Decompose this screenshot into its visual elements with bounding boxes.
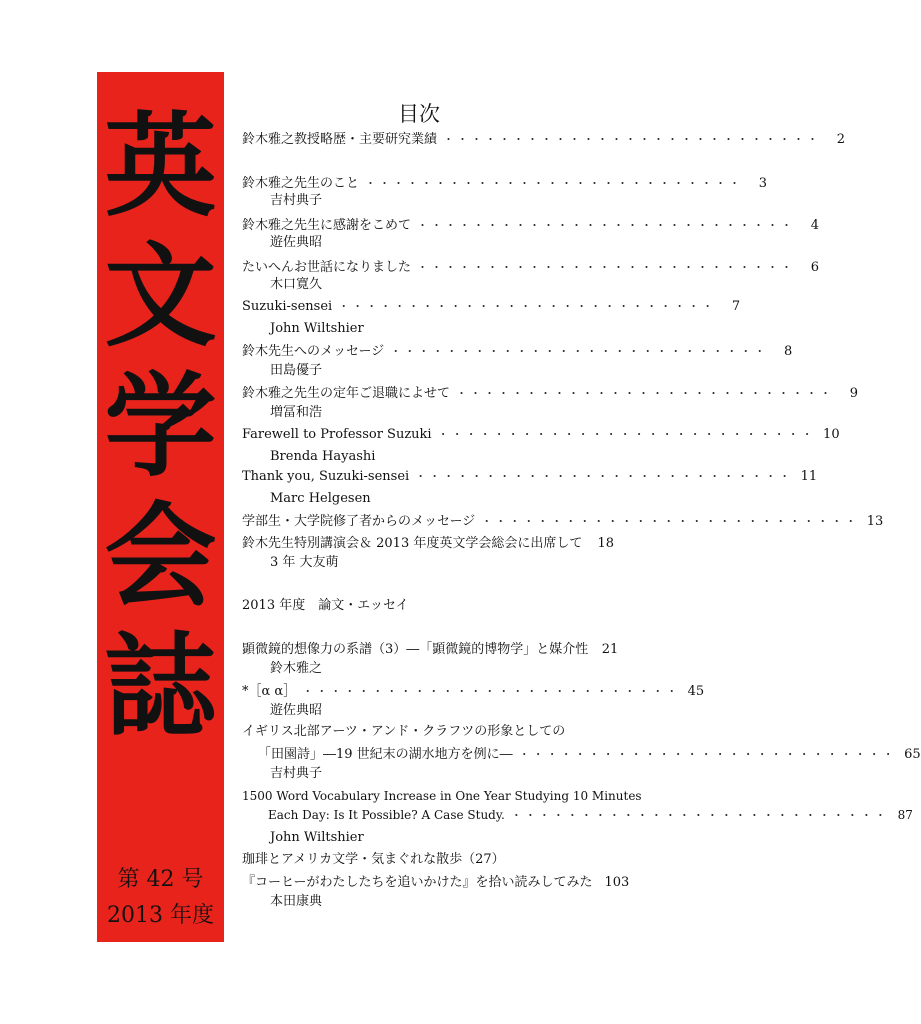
leader-dots: ・・・・・・・・・・・・・・・・・・・・・・・・・・・ — [417, 261, 796, 274]
entry-title: 顕微鏡的想像力の系譜（3）―「顕微鏡的博物学」と媒介性 — [242, 642, 589, 657]
cover-band — [97, 72, 224, 942]
page-number: 9 — [849, 386, 859, 401]
entry-title: 鈴木雅之先生の定年ご退職によせて — [242, 386, 451, 401]
toc-entry — [242, 128, 846, 148]
entry-author: 増冨和浩 — [270, 405, 323, 420]
entry-author: 木口寛久 — [270, 277, 323, 292]
entry-title: たいへんお世話になりました — [242, 260, 412, 275]
entry-author: 吉村典子 — [270, 193, 323, 208]
page-number: 2 — [836, 132, 846, 147]
leader-dots: ・・・・・・・・・・・・・・・・・・・・・・・・・・・ — [338, 300, 717, 313]
toc-entry — [242, 638, 619, 658]
title-char: 誌 — [104, 621, 217, 752]
page-number: 8 — [783, 344, 793, 359]
entry-author: Marc Helgesen — [270, 491, 371, 506]
page-number: 87 — [897, 808, 913, 822]
entry-title-continued: 「田園詩」―19 世紀末の湖水地方を例に― — [258, 747, 513, 762]
issue-number: 第 42 号 — [117, 867, 204, 892]
entry-title-continued: 『コーヒーがわたしたちを追いかけた』を拾い読みしてみた — [242, 875, 593, 890]
page-number: 11 — [800, 469, 818, 484]
entry-author: 田島優子 — [270, 363, 323, 378]
entry-author: John Wiltshier — [270, 321, 364, 336]
leader-dots: ・・・・・・・・・・・・・・・・・・・・・・・・・・・ — [456, 387, 835, 400]
leader-dots: ・・・・・・・・・・・・・・・・・・・・・・・・・・・ — [302, 685, 681, 698]
toc-entry — [242, 340, 793, 360]
title-char: 学 — [104, 361, 217, 492]
journal-title — [97, 102, 224, 752]
entry-title: 珈琲とアメリカ文学・気まぐれな散歩（27） — [242, 852, 505, 867]
leader-dots: ・・・・・・・・・・・・・・・・・・・・・・・・・・・ — [390, 345, 769, 358]
page-number: 3 — [758, 176, 768, 191]
entry-author: 本田康典 — [270, 894, 323, 909]
page-number: 18 — [597, 536, 614, 551]
page-number: 45 — [687, 684, 705, 699]
page-number: 4 — [810, 218, 820, 233]
page-number: 6 — [810, 260, 820, 275]
entry-author: John Wiltshier — [270, 830, 364, 845]
entry-title: *［α α］ — [242, 684, 297, 699]
page-number: 21 — [601, 642, 619, 657]
toc-entry — [242, 172, 768, 192]
entry-title: Suzuki-sensei — [242, 299, 333, 314]
leader-dots: ・・・・・・・・・・・・・・・・・・・・・・・・・・・ — [437, 428, 816, 441]
entry-title: Farewell to Professor Suzuki — [242, 427, 432, 442]
entry-title: 鈴木雅之教授略歴・主要研究業績 — [242, 132, 438, 147]
page-number: 7 — [731, 299, 741, 314]
toc-entry — [242, 214, 820, 234]
entry-title: 鈴木雅之先生のこと — [242, 176, 360, 191]
page-number: 10 — [823, 427, 840, 442]
toc-entry — [242, 510, 884, 530]
entry-title: イギリス北部アーツ・アンド・クラフツの形象としての — [242, 724, 566, 739]
leader-dots: ・・・・・・・・・・・・・・・・・・・・・・・・・・・ — [481, 515, 860, 528]
issue-year: 2013 年度 — [107, 903, 214, 928]
toc-entry — [242, 680, 705, 700]
page-number: 65 — [904, 747, 921, 762]
toc-heading: 目次 — [398, 102, 440, 126]
entry-title: 鈴木先生特別講演会＆ 2013 年度英文学会総会に出席して — [242, 536, 583, 551]
leader-dots: ・・・・・・・・・・・・・・・・・・・・・・・・・・・ — [510, 809, 889, 822]
entry-title: 鈴木雅之先生に感謝をこめて — [242, 218, 412, 233]
page-number: 103 — [604, 875, 630, 890]
entry-title: Thank you, Suzuki-sensei — [242, 469, 410, 484]
entry-author: 鈴木雅之 — [270, 661, 323, 676]
leader-dots: ・・・・・・・・・・・・・・・・・・・・・・・・・・・ — [365, 177, 744, 190]
leader-dots: ・・・・・・・・・・・・・・・・・・・・・・・・・・・ — [518, 748, 897, 761]
leader-dots: ・・・・・・・・・・・・・・・・・・・・・・・・・・・ — [417, 219, 796, 232]
title-char: 会 — [104, 491, 217, 622]
toc-entry — [258, 743, 921, 763]
entry-author: 3 年 大友萌 — [270, 555, 339, 570]
entry-author: 遊佐典昭 — [270, 703, 323, 718]
entry-author: Brenda Hayashi — [270, 449, 376, 464]
leader-dots: ・・・・・・・・・・・・・・・・・・・・・・・・・・・ — [415, 470, 794, 483]
toc-entry — [242, 871, 630, 891]
entry-author: 吉村典子 — [270, 766, 323, 781]
entry-title: 学部生・大学院修了者からのメッセージ — [242, 514, 476, 529]
toc-entry — [242, 256, 820, 276]
toc-entry — [242, 532, 614, 552]
page-number: 13 — [866, 514, 884, 529]
title-char: 文 — [104, 231, 217, 362]
toc-entry — [242, 468, 818, 488]
toc-entry — [242, 298, 741, 318]
toc-entry — [268, 807, 913, 827]
section-heading: 2013 年度 論文・エッセイ — [242, 598, 409, 613]
toc-entry — [242, 382, 859, 402]
leader-dots: ・・・・・・・・・・・・・・・・・・・・・・・・・・・ — [443, 133, 822, 146]
entry-author: 遊佐典昭 — [270, 235, 323, 250]
title-char: 英 — [104, 101, 217, 232]
entry-title-continued: Each Day: Is It Possible? A Case Study. — [268, 808, 505, 822]
entry-title: 鈴木先生へのメッセージ — [242, 344, 385, 359]
toc-entry — [242, 426, 840, 446]
entry-title: 1500 Word Vocabulary Increase in One Year Studying 10 Minutes — [242, 789, 642, 803]
leader-dots — [588, 535, 590, 551]
